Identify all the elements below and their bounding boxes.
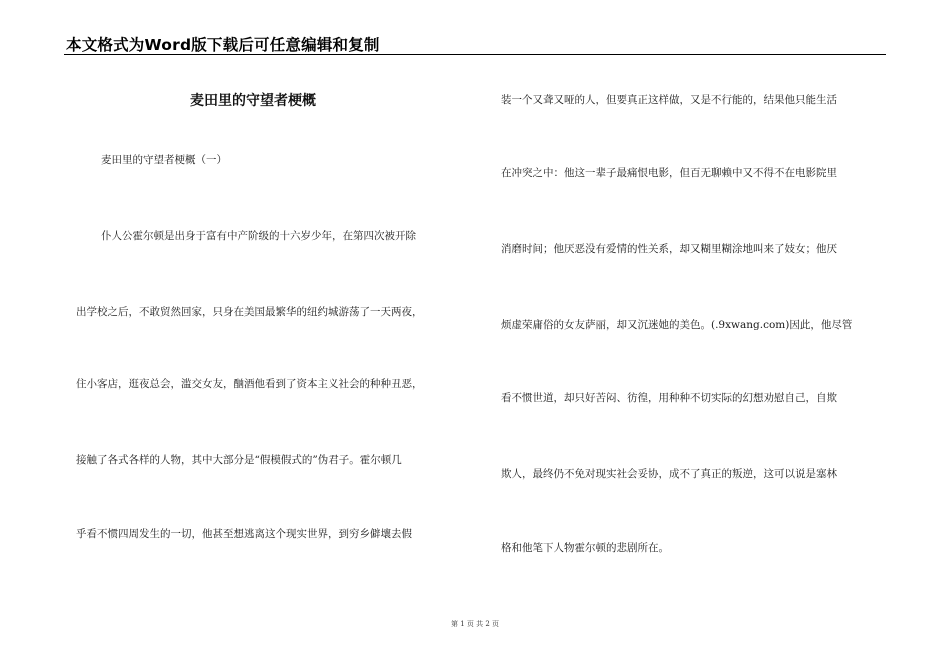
document-subtitle: 麦田里的守望者梗概（一）	[101, 154, 227, 166]
right-line-4: 烦虚荣庸俗的女友萨丽，却又沉迷她的美色。(.9xwang.com)因此，他尽管	[501, 319, 853, 331]
document-title: 麦田里的守望者梗概	[190, 93, 316, 109]
left-line-3: 住小客店，逛夜总会，滥交女友，酗酒他看到了资本主义社会的种种丑恶，	[76, 378, 423, 390]
right-line-1: 装一个又聋又哑的人，但要真正这样做，又是不行能的，结果他只能生活	[501, 94, 837, 106]
document-banner: 本文格式为Word版下载后可任意编辑和复制	[66, 36, 380, 54]
right-line-5: 看不惯世道，却只好苦闷、彷徨，用种种不切实际的幻想劝慰自己，自欺	[501, 392, 837, 404]
right-line-2: 在冲突之中：他这一辈子最痛恨电影，但百无聊赖中又不得不在电影院里	[501, 167, 837, 179]
banner-divider	[64, 54, 886, 55]
page-indicator: 第 1 页 共 2 页	[450, 620, 500, 628]
right-line-6: 欺人，最终仍不免对现实社会妥协，成不了真正的叛逆，这可以说是塞林	[501, 468, 837, 480]
left-line-4: 接触了各式各样的人物，其中大部分是“假模假式的”伪君子。霍尔顿几	[76, 454, 402, 466]
left-line-1: 仆人公霍尔顿是出身于富有中产阶级的十六岁少年，在第四次被开除	[101, 230, 416, 242]
left-line-2: 出学校之后，不敢贸然回家，只身在美国最繁华的纽约城游荡了一天两夜，	[76, 306, 423, 318]
left-line-5: 乎看不惯四周发生的一切，他甚至想逃离这个现实世界，到穷乡僻壤去假	[76, 528, 412, 540]
right-line-3: 消磨时间；他厌恶没有爱情的性关系，却又糊里糊涂地叫来了妓女；他厌	[501, 243, 837, 255]
right-line-7: 格和他笔下人物霍尔顿的悲剧所在。	[501, 542, 669, 554]
